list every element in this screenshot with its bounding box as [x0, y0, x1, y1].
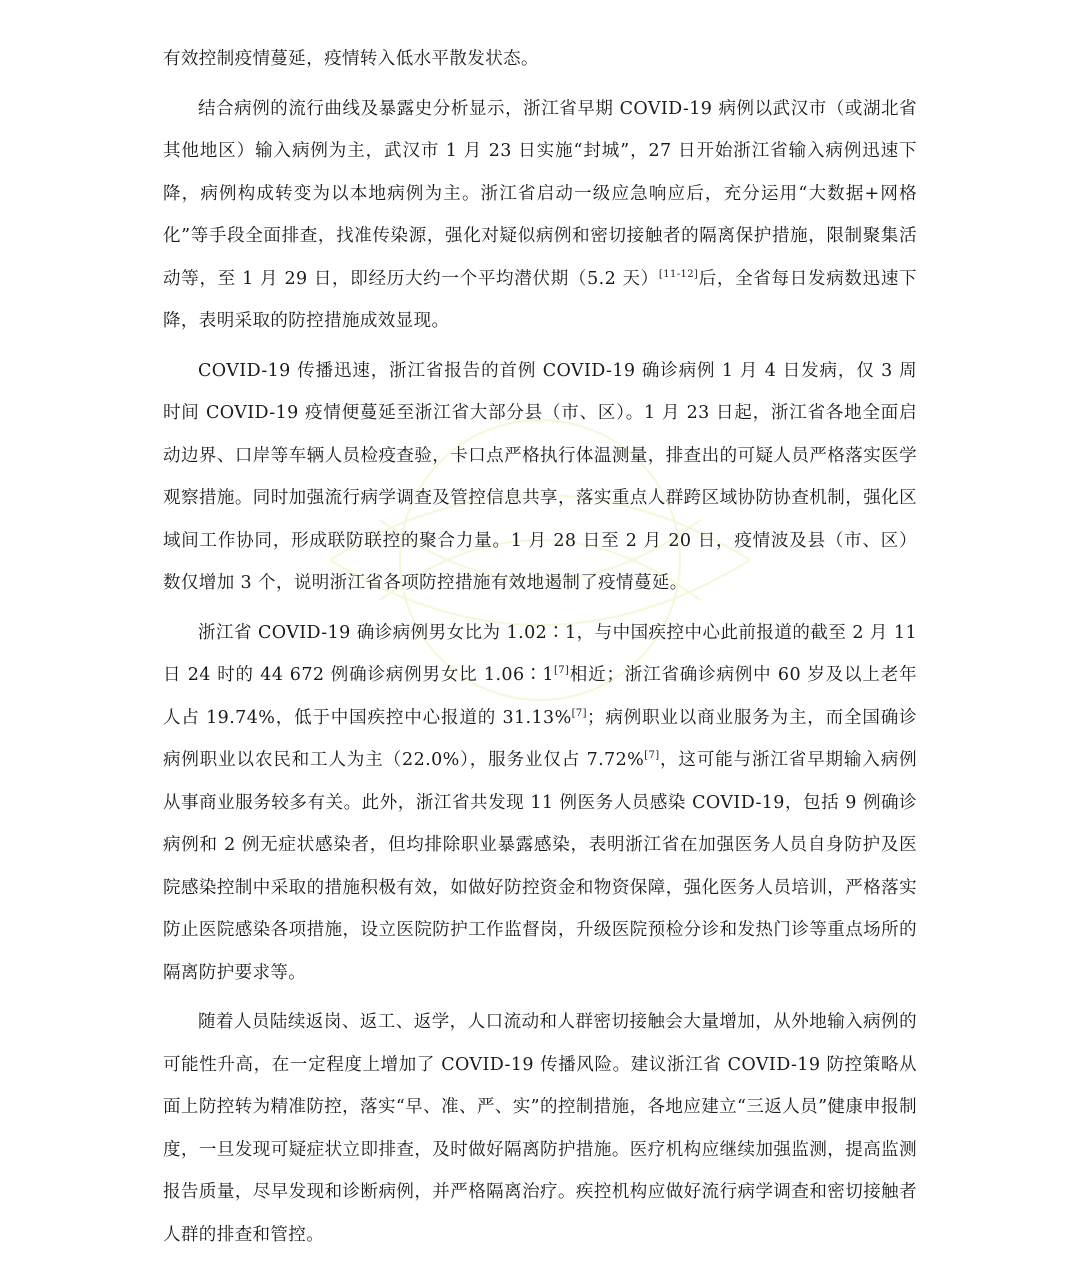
- paragraph-text: 有效控制疫情蔓延，疫情转入低水平散发状态。: [163, 49, 539, 69]
- paragraph: [163, 612, 917, 995]
- paragraph-text: COVID-19 传播迅速，浙江省报告的首例 COVID-19 确诊病例 1 月 4 日发病，仅 3 周时间 COVID-19 疫情便蔓延至浙江省大部分县（市、区）。1 月 23 日起，浙江省各地全面启动边界、口岸等车辆人员检疫查验，卡口点严格执行体温测量，排查出的可疑人员严格落实医学观察措施。同时加强流行病学调查及管控信息共享，落实重点人群跨区域协防协查机制，强化区域间工作协同，形成联防联控的聚合力量。1 月 28 日至 2 月 20 日，疫情波及县（市、区）数仅增加 3 个，说明浙江省各项防控措施有效地遏制了疫情蔓延。: [163, 360, 917, 593]
- paragraph-text: 浙江省 COVID-19 确诊病例男女比为 1.02∶1，与中国疾控中心此前报道的截至 2 月 11 日 24 时的 44 672 例确诊病例男女比 1.06∶1: [163, 622, 917, 685]
- paragraph: [163, 88, 917, 343]
- article-body: [163, 38, 917, 1262]
- paragraph-text: 随着人员陆续返岗、返工、返学，人口流动和人群密切接触会大量增加，从外地输入病例的可能性升高，在一定程度上增加了 COVID-19 传播风险。建议浙江省 COVID-19 防控策略从面上防控转为精准防控，落实“早、准、严、实”的控制措施，各地应建立“三返人员”健康申报制度，一旦发现可疑症状立即排查，及时做好隔离防护措施。医疗机构应继续加强监测，提高监测报告质量，尽早发现和诊断病例，并严格隔离治疗。疾控机构应做好流行病学调查和密切接触者人群的排查和管控。: [163, 1012, 917, 1245]
- paragraph-text: 相近；浙江省确诊病例中 60 岁及以上老年人占 19.74%，低于中国疾控中心报道的 31.13%: [163, 665, 917, 728]
- paragraph: [163, 38, 917, 81]
- paragraph-text: ；病例职业以商业服务为主，而全国确诊病例职业以农民和工人为主（22.0%），服务业仅占 7.72%: [163, 707, 918, 770]
- paragraph-text: 后，全省每日发病数迅速下降，表明采取的防控措施成效显现。: [163, 268, 917, 331]
- citation-reference: [7]: [644, 750, 660, 761]
- citation-reference: [7]: [571, 707, 587, 719]
- paragraph-text: 结合病例的流行曲线及暴露史分析显示，浙江省早期 COVID-19 病例以武汉市（或湖北省其他地区）输入病例为主，武汉市 1 月 23 日实施“封城”，27 日开始浙江省输入病例迅速下降，病例构成转变为以本地病例为主。浙江省启动一级应急响应后，充分运用“大数据+网格化”等手段全面排查，找准传染源，强化对疑似病例和密切接触者的隔离保护措施，限制聚集活动等，至 1 月 29 日，即经历大约一个平均潜伏期（5.2 天）: [163, 98, 917, 289]
- paragraph: [163, 1001, 917, 1256]
- paragraph-text: ，这可能与浙江省早期输入病例从事商业服务较多有关。此外，浙江省共发现 11 例医务人员感染 COVID-19，包括 9 例确诊病例和 2 例无症状感染者，但均排除职业暴露感染，表明浙江省在加强医务人员自身防护及医院感染控制中采取的措施积极有效，如做好防控资金和物资保障，强化医务人员培训，严格落实防止医院感染各项措施，设立医院防护工作监督岗，升级医院预检分诊和发热门诊等重点场所的隔离防护要求等。: [163, 750, 917, 983]
- citation-reference: [7]: [553, 665, 570, 676]
- paragraph: [163, 350, 917, 605]
- citation-reference: [11-12]: [658, 268, 699, 280]
